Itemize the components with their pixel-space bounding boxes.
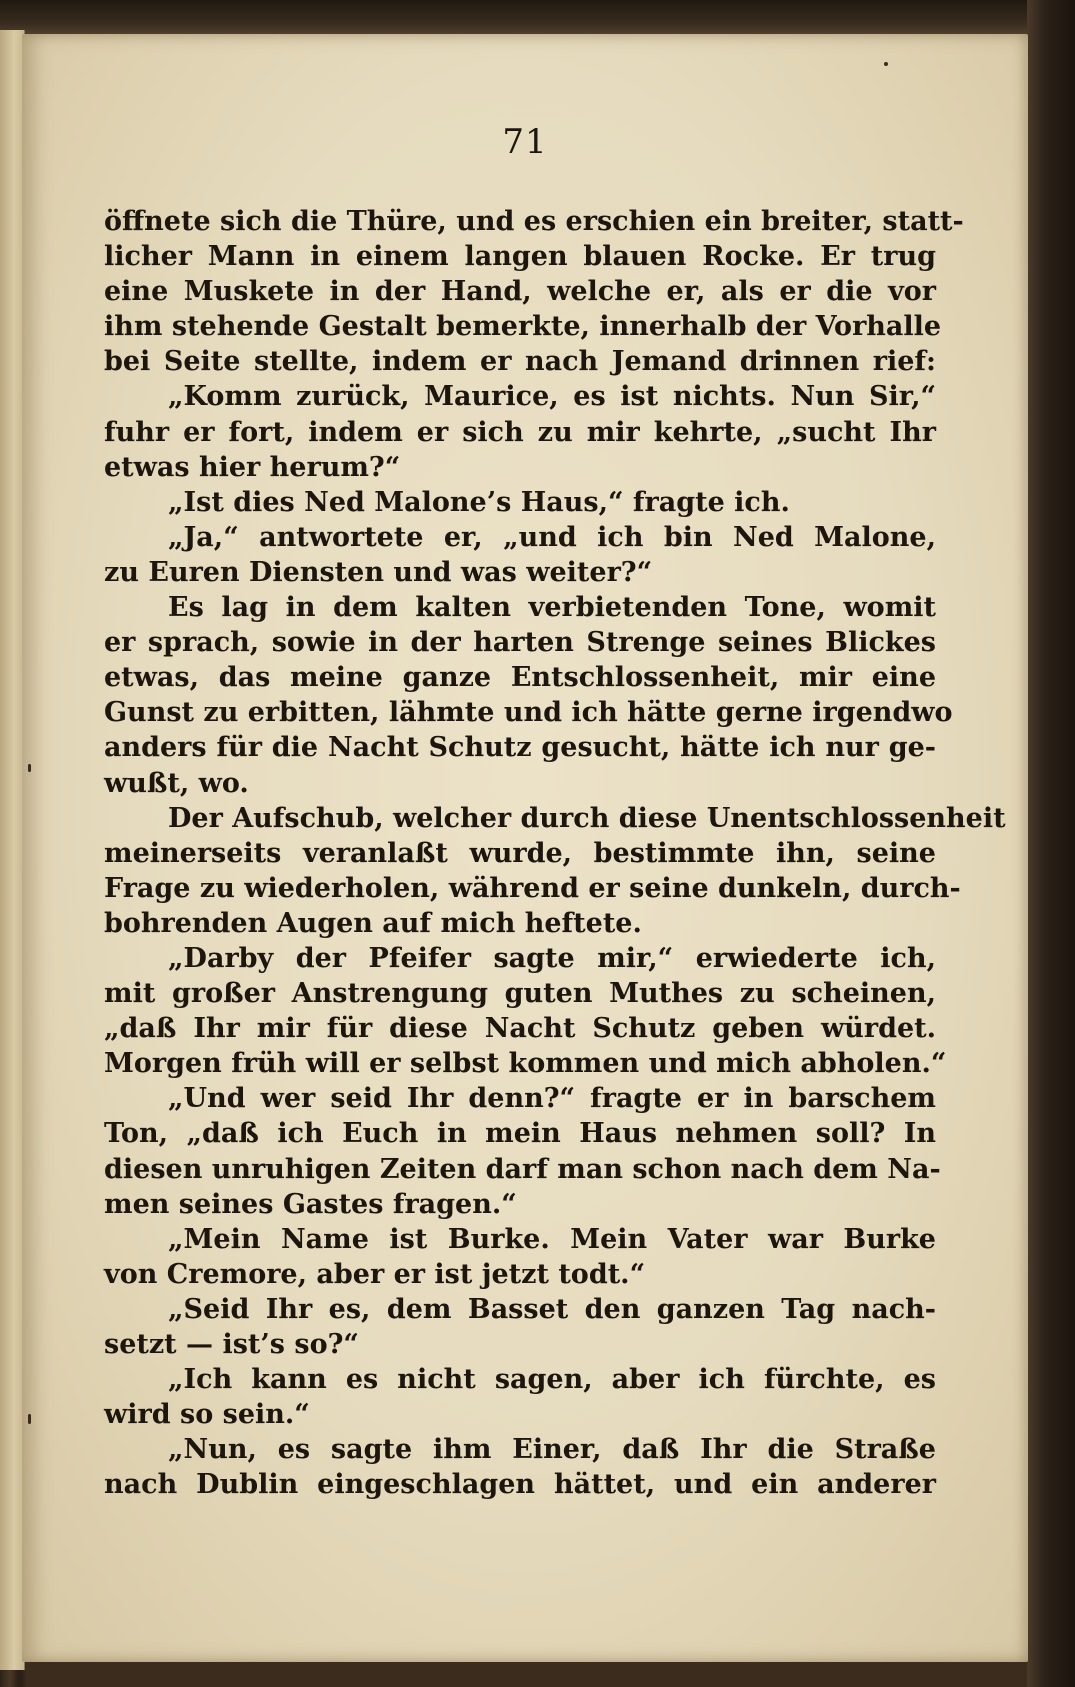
text-line: „Und wer seid Ihr denn?“ fragte er in barschem: [168, 1083, 936, 1115]
text-line: wird so sein.“: [104, 1399, 310, 1431]
text-line: eine Muskete in der Hand, welche er, als er die vor: [104, 276, 936, 308]
text-line: Ton, „daß ich Euch in mein Haus nehmen soll? In: [104, 1118, 936, 1150]
text-line: nach Dublin eingeschlagen hättet, und ein anderer: [104, 1469, 936, 1501]
text-line: bohrenden Augen auf mich heftete.: [104, 907, 642, 939]
text-line: Frage zu wiederholen, während er seine dunkeln, durch-: [104, 872, 961, 904]
text-line: „Nun, es sagte ihm Einer, daß Ihr die Straße: [168, 1434, 936, 1466]
text-line: etwas hier herum?“: [104, 451, 401, 483]
text-line: er sprach, sowie in der harten Strenge seines Blickes: [104, 627, 936, 659]
text-line: „Ist dies Ned Malone’s Haus,“ fragte ich.: [168, 486, 790, 518]
paper-speck: [28, 1414, 31, 1424]
text-line: wußt, wo.: [104, 767, 249, 799]
text-line: etwas, das meine ganze Entschlossenheit, mir eine: [104, 662, 936, 694]
text-line: licher Mann in einem langen blauen Rocke. Er trug: [104, 241, 936, 273]
text-line: „Ich kann es nicht sagen, aber ich fürchte, es: [168, 1364, 936, 1396]
text-line: „Mein Name ist Burke. Mein Vater war Burke: [168, 1223, 936, 1255]
text-line: von Cremore, aber er ist jetzt todt.“: [104, 1258, 646, 1290]
text-line: Der Aufschub, welcher durch diese Unentschlossenheit: [168, 802, 1006, 834]
text-line: Morgen früh will er selbst kommen und mich abholen.“: [104, 1048, 947, 1080]
text-line: meinerseits veranlaßt wurde, bestimmte ihn, seine: [104, 837, 936, 869]
text-line: setzt — ist’s so?“: [104, 1329, 359, 1360]
book-page: [22, 34, 1028, 1662]
text-line: mit großer Anstrengung guten Muthes zu scheinen,: [104, 978, 936, 1010]
text-line: Gunst zu erbitten, lähmte und ich hätte gerne irgendwo: [104, 697, 953, 729]
book-cover-right-edge: [1027, 0, 1075, 1687]
text-line: zu Euren Diensten und was weiter?“: [104, 556, 653, 588]
text-line: diesen unruhigen Zeiten darf man schon nach dem Na-: [104, 1153, 941, 1185]
text-line: „Seid Ihr es, dem Basset den ganzen Tag nach-: [168, 1293, 936, 1325]
text-line: Es lag in dem kalten verbietenden Tone, womit: [168, 592, 936, 624]
page-number: 71: [502, 122, 548, 162]
text-line: bei Seite stellte, indem er nach Jemand drinnen rief:: [104, 346, 936, 378]
page-text: [104, 204, 1006, 1502]
text-line: „daß Ihr mir für diese Nacht Schutz geben würdet.: [104, 1013, 936, 1045]
text-line: fuhr er fort, indem er sich zu mir kehrte, „sucht Ihr: [104, 416, 936, 448]
text-line: „Darby der Pfeifer sagte mir,“ erwiederte ich,: [168, 942, 936, 974]
text-line: „Komm zurück, Maurice, es ist nichts. Nun Sir,“: [168, 381, 936, 413]
text-line: anders für die Nacht Schutz gesucht, hätte ich nur ge-: [104, 732, 936, 764]
paper-speck: [28, 764, 31, 772]
text-line: men seines Gastes fragen.“: [104, 1188, 517, 1220]
text-line: öffnete sich die Thüre, und es erschien ein breiter, statt-: [104, 206, 964, 237]
text-line: „Ja,“ antwortete er, „und ich bin Ned Malone,: [168, 521, 936, 553]
text-line: ihm stehende Gestalt bemerkte, innerhalb der Vorhalle: [104, 311, 942, 343]
paper-speck: [884, 62, 888, 66]
